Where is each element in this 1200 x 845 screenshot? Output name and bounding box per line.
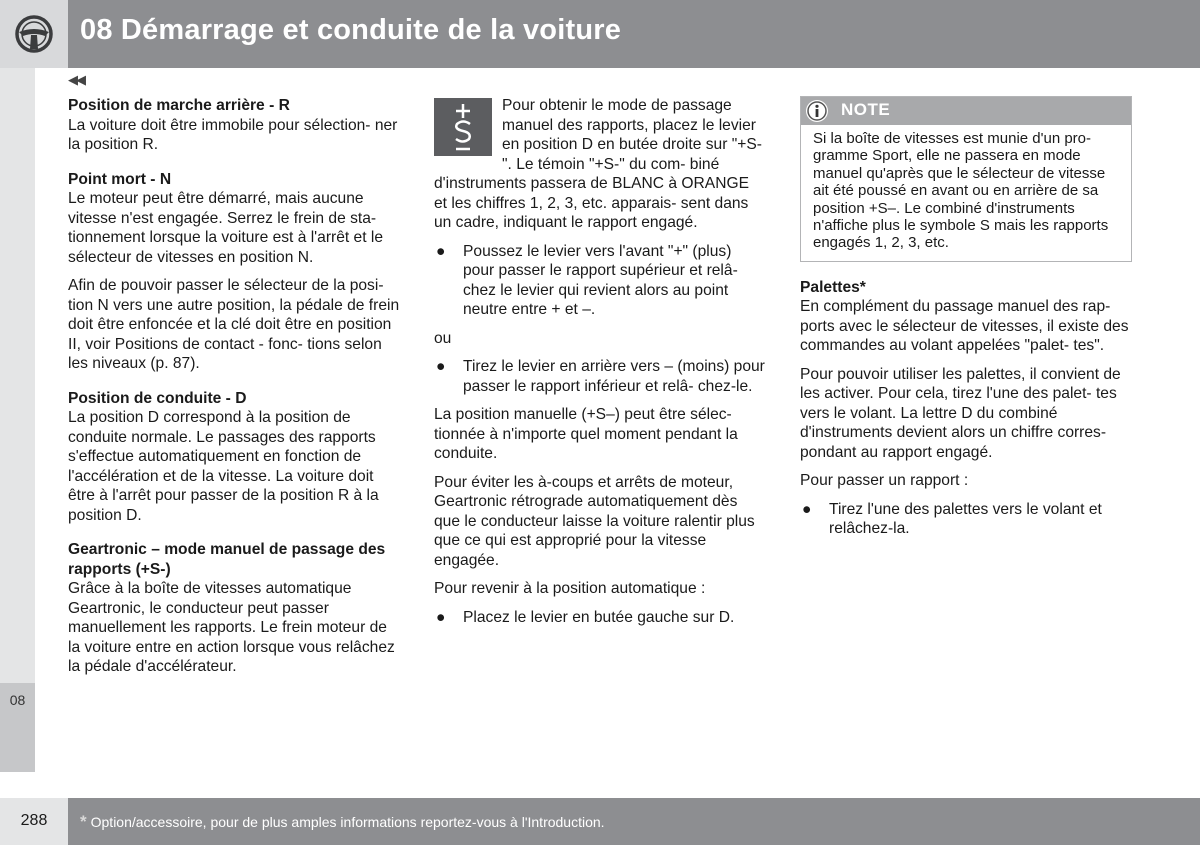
chapter-tab-label: 08 (9, 692, 26, 708)
footnote (80, 812, 605, 832)
info-icon (805, 99, 829, 123)
note-text: Si la boîte de vitesses est munie d'un pro- gramme Sport, elle ne passera en mode manuel qu'après que le sélecteur de vitesse ait été poussé en avant ou en arrière de sa position +S–. Le combiné d'instruments n'affiche plus le symbole S mais les rapports engagés 1, 2, 3, etc. (813, 130, 1109, 252)
neutral-text: Le moteur peut être démarré, mais aucune vitesse n'est engagée. Serrez le frein de sta- tionnement lorsque la voiture est à l'arrêt et le sélecteur de vitesses en position N. (68, 190, 384, 266)
or-text: ou (434, 329, 452, 347)
bullet-text-palette: Tirez l'une des palettes vers le volant et relâchez-la. (829, 500, 1102, 538)
list-item (434, 357, 766, 396)
note-header (801, 97, 1131, 125)
drive-heading: Position de conduite - D (68, 389, 247, 407)
column-2 (434, 96, 766, 636)
reverse-heading: Position de marche arrière - R (68, 97, 290, 114)
drive-text: La position D correspond à la position de conduite normale. Le passages des rapports s'effectue automatiquement en fonction de l'accélération et de la vitesse. La voiture doit être à l'arrêt pour passer de la position R à la position D. (68, 409, 379, 524)
note-label: NOTE (841, 100, 891, 119)
footnote-star: * (80, 812, 87, 831)
note-box (800, 96, 1132, 262)
bullet-dot: ● (436, 608, 446, 626)
bullet-dot: ● (436, 242, 446, 260)
palettes-text: En complément du passage manuel des rap- ports avec le sélecteur de vitesses, il existe des commandes au volant appelées "palet- tes". (800, 298, 1129, 355)
bullet-dot: ● (802, 500, 812, 518)
manual-mode-intro: Pour obtenir le mode de passage manuel des rapports, placez le levier en position D en butée droite sur "+S-". Le témoin "+S-" du com- biné d'instruments passera de BLANC à ORANGE et les chiffres 1, 2, 3, etc. apparais- sent dans un cadre, indiquant le rapport engagé. (434, 97, 762, 231)
geartronic-heading: Geartronic – mode manuel de passage des rapports (+S-) (68, 541, 386, 578)
header-icon-box (0, 0, 68, 68)
list-item (434, 242, 766, 320)
return-auto-text: Pour revenir à la position automatique : (434, 580, 706, 597)
column-1 (68, 96, 403, 686)
bullet-text-upshift: Poussez le levier vers l'avant "+" (plus) pour passer le rapport supérieur et relâ- chez le levier qui revient alors au point neutre entre + et –. (463, 242, 738, 318)
bullet-dot: ● (436, 358, 446, 375)
avoid-stall-text: Pour éviter les à-coups et arrêts de moteur, Geartronic rétrograde automatiquement dès que le conducteur laisse la voiture ralentir plus que ce qui est approprié pour la vitesse engagée. (434, 473, 755, 569)
footnote-text: Option/accessoire, pour de plus amples informations reportez-vous à l'Introduction. (90, 814, 605, 830)
steering-wheel-icon (14, 14, 54, 54)
palettes-text-2: Pour pouvoir utiliser les palettes, il convient de les activer. Pour cela, tirez l'une des palet- tes vers le volant. La lettre D du combiné d'instruments devient alors un chiffre corres- pondant au rapport engagé. (800, 365, 1121, 461)
palettes-text-3: Pour passer un rapport : (800, 472, 969, 490)
list-item (800, 500, 1132, 539)
left-margin-strip (0, 68, 35, 772)
palettes-heading: Palettes* (800, 278, 866, 296)
page-number: 288 (20, 812, 48, 829)
column-3 (800, 96, 1132, 548)
chapter-tab[interactable] (0, 683, 35, 772)
manual-position-text: La position manuelle (+S–) peut être sélec- tionnée à n'importe quel moment pendant la conduite. (434, 406, 738, 462)
back-arrows-icon[interactable]: ◀◀ (68, 72, 84, 87)
geartronic-text: Grâce à la boîte de vitesses automatique Geartronic, le conducteur peut passer manuellement les rapports. Le frein moteur de la voiture entre en action lorsque vous relâchez la pédale d'accélérateur. (68, 580, 395, 675)
list-item (434, 608, 766, 628)
bullet-text-return: Placez le levier en butée gauche sur D. (463, 608, 735, 626)
page-title: 08 Démarrage et conduite de la voiture (80, 14, 622, 46)
bullet-text-downshift: Tirez le levier en arrière vers – (moins) pour passer le rapport inférieur et relâ- chez-le. (463, 358, 765, 395)
reverse-text: La voiture doit être immobile pour sélection- ner la position R. (68, 116, 398, 153)
plus-s-minus-icon (434, 98, 492, 156)
neutral-text-2: Afin de pouvoir passer le sélecteur de la posi- tion N vers une autre position, la pédale de frein doit être enfoncée et la clé doit être en position II, voir Positions de contact - fonc- tions selon les niveaux (p. 87). (68, 277, 400, 372)
neutral-heading: Point mort - N (68, 170, 172, 188)
